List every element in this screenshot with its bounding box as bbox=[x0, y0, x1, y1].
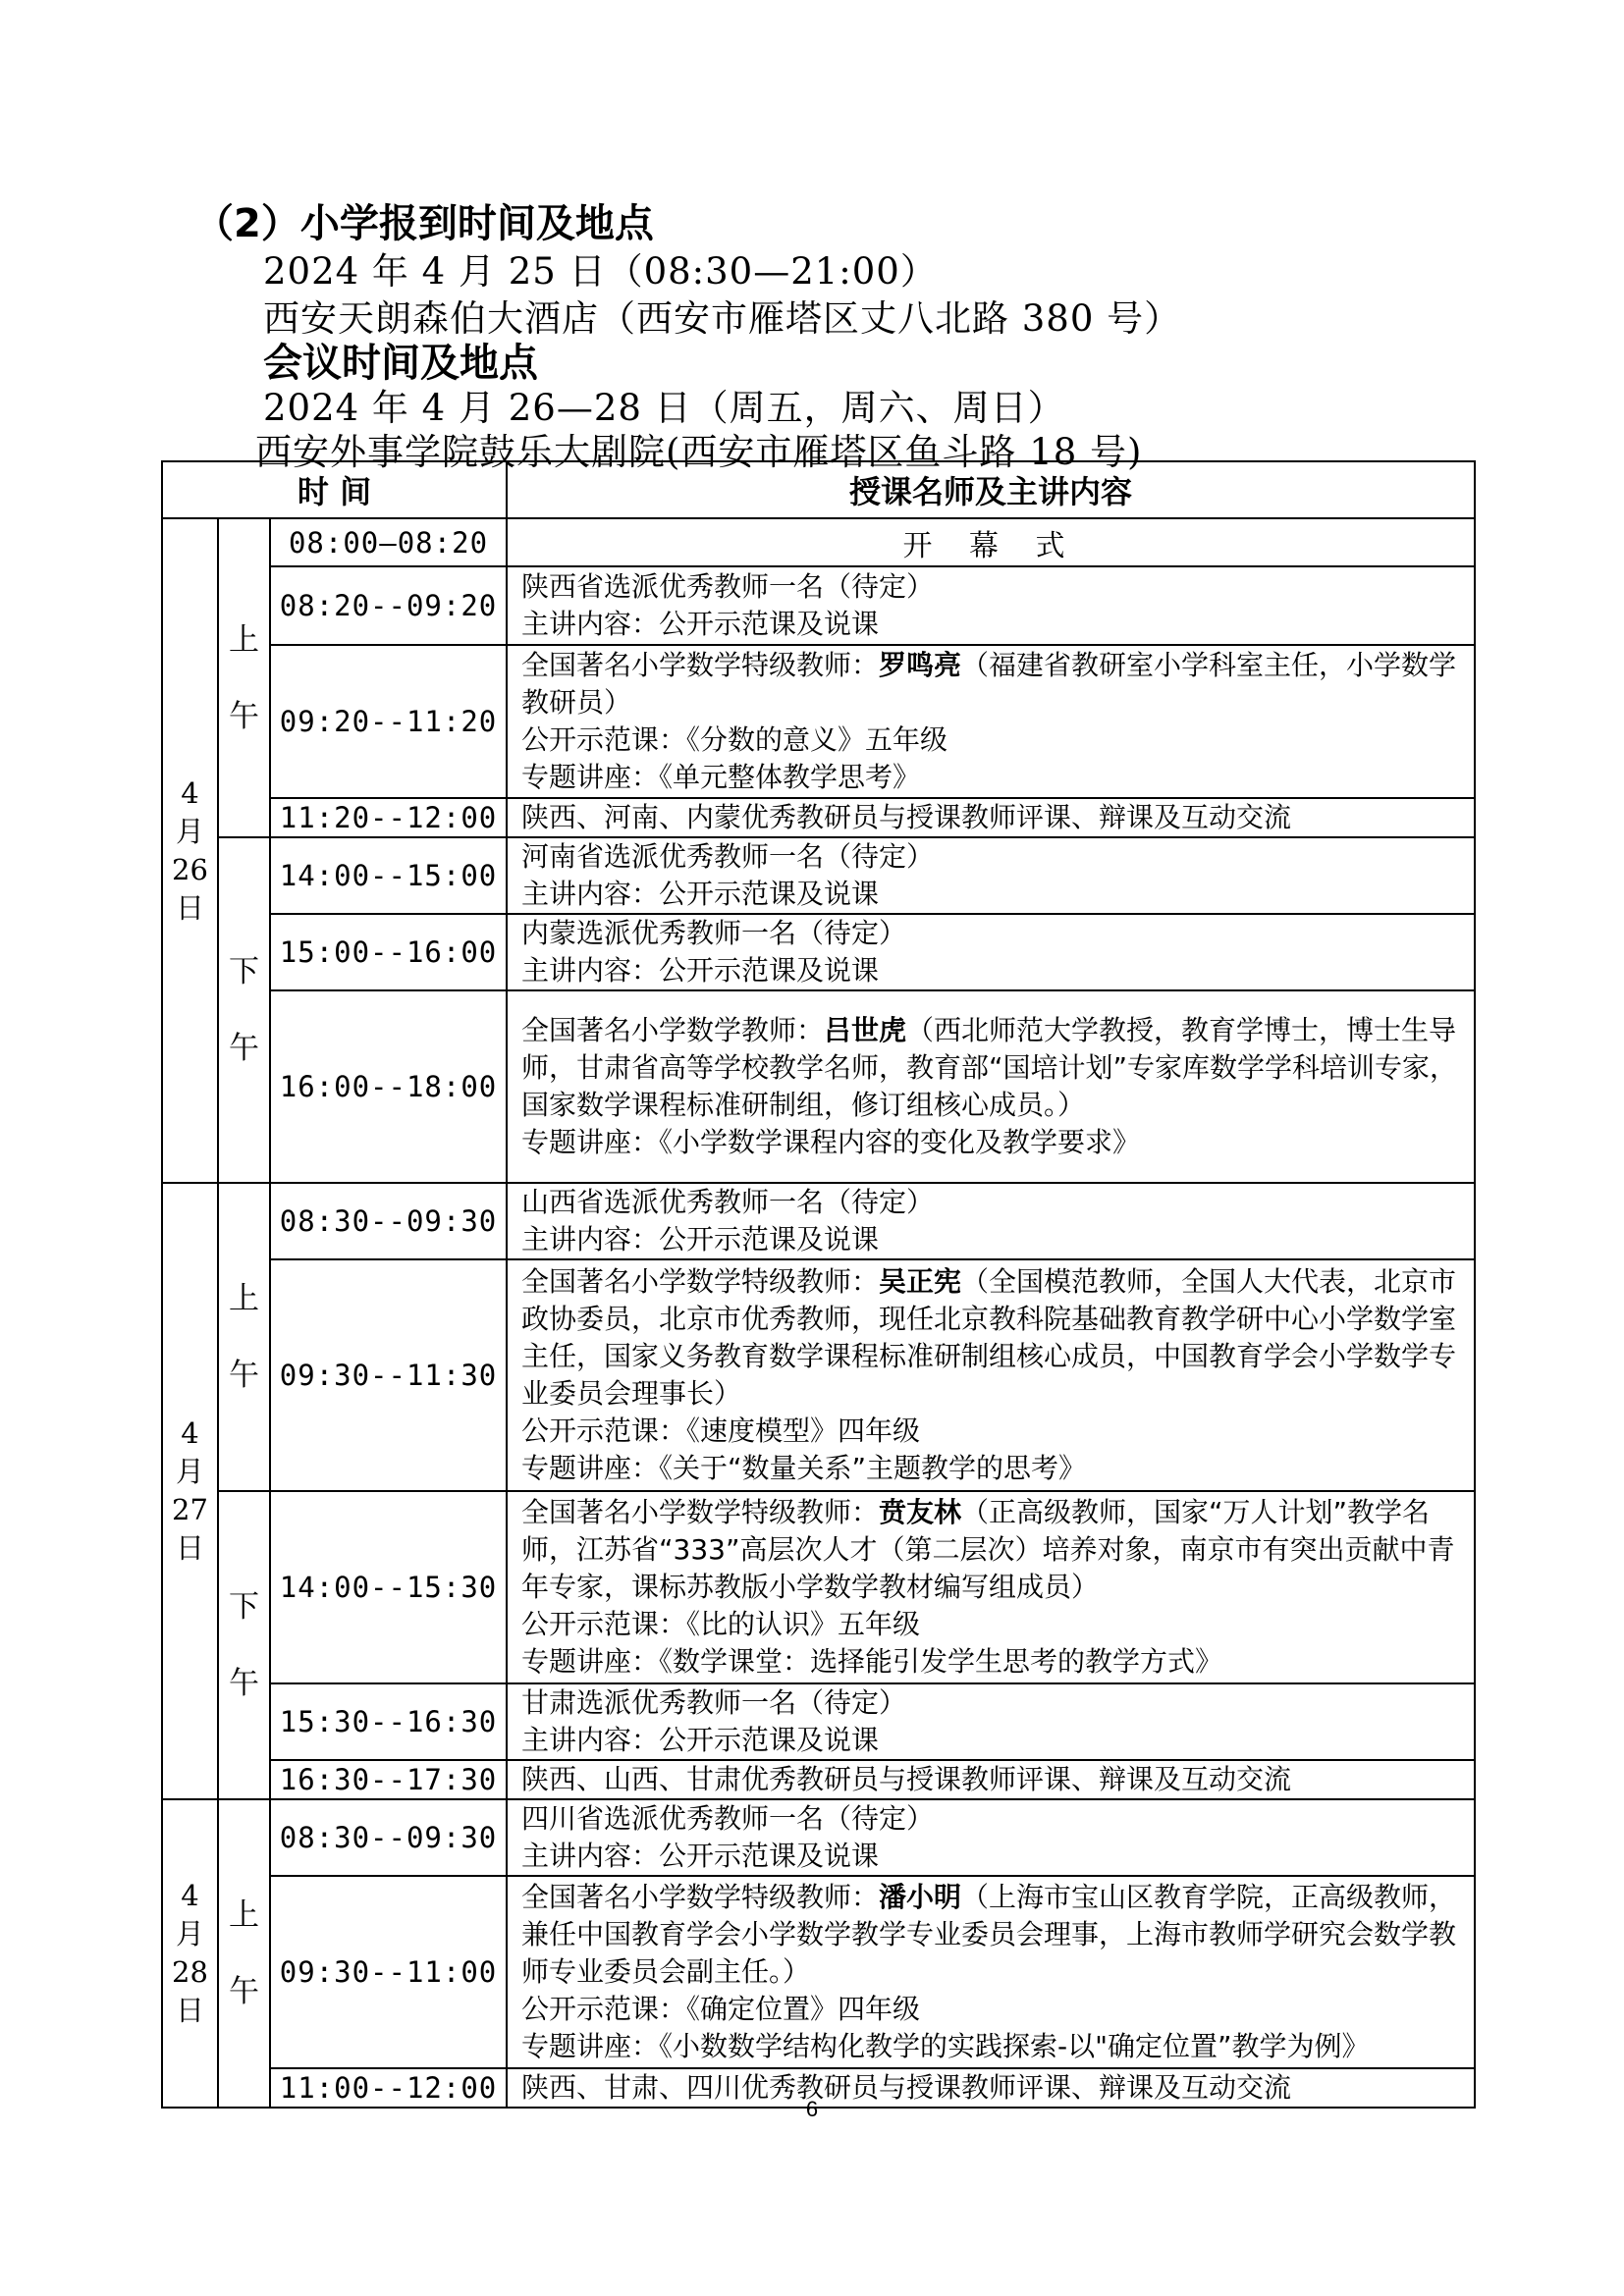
meeting-date: 2024 年 4 月 26—28 日（周五，周六、周日） bbox=[263, 387, 1065, 429]
teacher-name: 罗鸣亮 bbox=[879, 649, 962, 681]
table-header-row bbox=[162, 461, 1475, 518]
period-morning: 上 午 bbox=[218, 1799, 270, 2108]
period-morning: 上 午 bbox=[218, 518, 270, 837]
date-cell-apr28: 4 月 28 日 bbox=[162, 1799, 218, 2108]
table-row bbox=[162, 1760, 1475, 1799]
content-cell: 山西省选派优秀教师一名（待定） 主讲内容：公开示范课及说课 bbox=[507, 1183, 1475, 1259]
content-cell: 全国著名小学数学教师：吕世虎（西北师范大学教授，教育学博士，博士生导师，甘肃省高等学校教学名师，教育部“国培计划”专家库数学学科培训专家，国家数学课程标准研制组，修订组核心成员。） 专题讲座：《小学数学课程内容的变化及教学要求》 bbox=[507, 990, 1475, 1183]
table-row bbox=[162, 518, 1475, 566]
schedule-table bbox=[161, 460, 1476, 2109]
time-cell: 08:20--09:20 bbox=[270, 566, 507, 645]
date-cell-apr27: 4 月 27 日 bbox=[162, 1183, 218, 1799]
registration-place: 西安天朗森伯大酒店（西安市雁塔区丈八北路 380 号） bbox=[263, 297, 1182, 340]
teacher-name: 吕世虎 bbox=[824, 1014, 907, 1046]
time-cell: 11:00--12:00 bbox=[270, 2068, 507, 2108]
page-number: 6 bbox=[805, 2097, 819, 2121]
opening-ceremony: 开 幕 式 bbox=[507, 518, 1475, 566]
content-cell: 陕西、甘肃、四川优秀教研员与授课教师评课、辩课及互动交流 bbox=[507, 2068, 1475, 2108]
time-cell: 09:30--11:00 bbox=[270, 1876, 507, 2068]
time-cell: 15:00--16:00 bbox=[270, 914, 507, 990]
table-row bbox=[162, 1799, 1475, 1876]
table-row bbox=[162, 1491, 1475, 1683]
time-cell: 16:30--17:30 bbox=[270, 1760, 507, 1799]
teacher-name: 贲友林 bbox=[879, 1496, 962, 1528]
content-cell: 陕西、河南、内蒙优秀教研员与授课教师评课、辩课及互动交流 bbox=[507, 798, 1475, 837]
time-cell: 08:30--09:30 bbox=[270, 1799, 507, 1876]
content-cell: 全国著名小学数学特级教师：罗鸣亮（福建省教研室小学科室主任，小学数学教研员） 公开示范课：《分数的意义》五年级 专题讲座：《单元整体教学思考》 bbox=[507, 645, 1475, 798]
time-cell: 08:30--09:30 bbox=[270, 1183, 507, 1259]
header-time: 时 间 bbox=[162, 461, 507, 518]
time-cell: 16:00--18:00 bbox=[270, 990, 507, 1183]
content-cell: 四川省选派优秀教师一名（待定） 主讲内容：公开示范课及说课 bbox=[507, 1799, 1475, 1876]
header-content: 授课名师及主讲内容 bbox=[507, 461, 1475, 518]
period-morning: 上 午 bbox=[218, 1183, 270, 1491]
time-cell: 11:20--12:00 bbox=[270, 798, 507, 837]
date-cell-apr26: 4 月 26 日 bbox=[162, 518, 218, 1183]
meeting-place: 西安外事学院鼓乐大剧院(西安市雁塔区鱼斗路 18 号) bbox=[255, 431, 1143, 473]
table-row bbox=[162, 566, 1475, 645]
time-cell: 09:20--11:20 bbox=[270, 645, 507, 798]
time-cell: 14:00--15:30 bbox=[270, 1491, 507, 1683]
time-cell: 14:00--15:00 bbox=[270, 837, 507, 914]
registration-date: 2024 年 4 月 25 日（08:30—21:00） bbox=[263, 250, 938, 293]
content-cell: 全国著名小学数学特级教师：贲友林（正高级教师，国家“万人计划”教学名师，江苏省“333”高层次人才（第二层次）培养对象，南京市有突出贡献中青年专家，课标苏教版小学数学教材编写组成员） 公开示范课：《比的认识》五年级 专题讲座：《数学课堂：选择能引发学生思考的教学方式》 bbox=[507, 1491, 1475, 1683]
table-row bbox=[162, 1259, 1475, 1491]
teacher-name: 吴正宪 bbox=[879, 1265, 962, 1298]
content-cell: 全国著名小学数学特级教师：潘小明（上海市宝山区教育学院，正高级教师，兼任中国教育学会小学数学教学专业委员会理事，上海市教师学研究会数学教师专业委员会副主任。） 公开示范课：《确定位置》四年级 专题讲座：《小数数学结构化教学的实践探索-以"确定位置”教学为例》 bbox=[507, 1876, 1475, 2068]
time-cell: 08:00—08:20 bbox=[270, 518, 507, 566]
section-title: （2）小学报到时间及地点 bbox=[194, 201, 654, 246]
table-row bbox=[162, 990, 1475, 1183]
time-cell: 15:30--16:30 bbox=[270, 1683, 507, 1760]
table-row bbox=[162, 1683, 1475, 1760]
time-cell: 09:30--11:30 bbox=[270, 1259, 507, 1491]
table-row bbox=[162, 1876, 1475, 2068]
content-cell: 全国著名小学数学特级教师：吴正宪（全国模范教师，全国人大代表，北京市政协委员，北京市优秀教师，现任北京教科院基础教育教学研中心小学数学室主任，国家义务教育数学课程标准研制组核心成员，中国教育学会小学数学专业委员会理事长） 公开示范课：《速度模型》四年级 专题讲座：《关于“数量关系”主题教学的思考》 bbox=[507, 1259, 1475, 1491]
period-afternoon: 下 午 bbox=[218, 1491, 270, 1799]
content-cell: 甘肃选派优秀教师一名（待定） 主讲内容：公开示范课及说课 bbox=[507, 1683, 1475, 1760]
meeting-title: 会议时间及地点 bbox=[263, 341, 538, 386]
table-row bbox=[162, 645, 1475, 798]
content-cell: 陕西省选派优秀教师一名（待定） 主讲内容：公开示范课及说课 bbox=[507, 566, 1475, 645]
teacher-name: 潘小明 bbox=[879, 1881, 962, 1913]
table-row bbox=[162, 837, 1475, 914]
table-row bbox=[162, 798, 1475, 837]
content-cell: 陕西、山西、甘肃优秀教研员与授课教师评课、辩课及互动交流 bbox=[507, 1760, 1475, 1799]
content-cell: 内蒙选派优秀教师一名（待定） 主讲内容：公开示范课及说课 bbox=[507, 914, 1475, 990]
table-row bbox=[162, 1183, 1475, 1259]
period-afternoon: 下 午 bbox=[218, 837, 270, 1183]
table-row bbox=[162, 914, 1475, 990]
content-cell: 河南省选派优秀教师一名（待定） 主讲内容：公开示范课及说课 bbox=[507, 837, 1475, 914]
